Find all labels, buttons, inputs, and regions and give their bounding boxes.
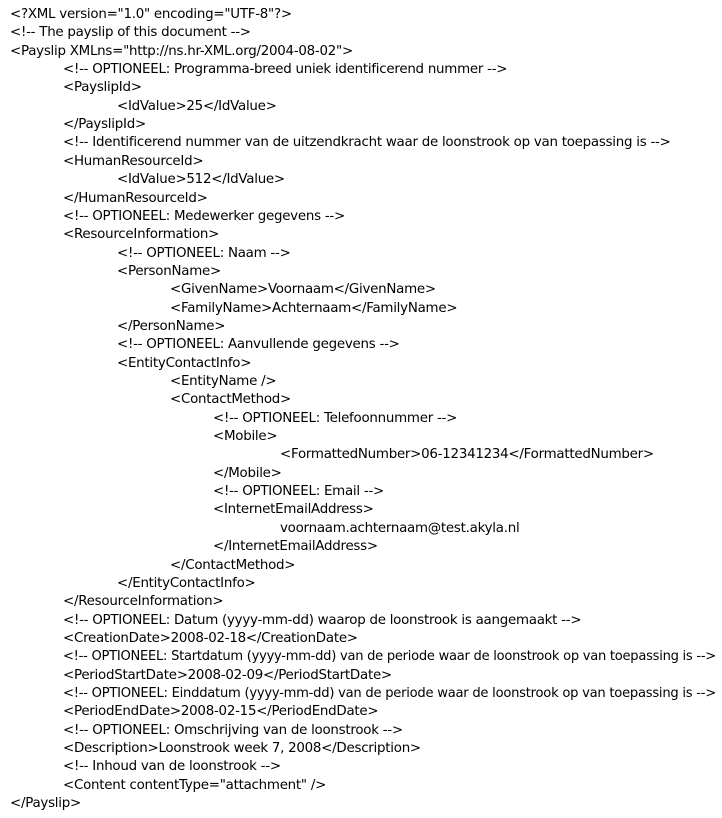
xml-line [10, 43, 353, 61]
xml-line-text: <Payslip XMLns="http://ns.hr-XML.org/2004-08-02"> [10, 43, 353, 59]
xml-line [10, 795, 81, 813]
xml-line [117, 355, 251, 373]
xml-line-text: </ResourceInformation> [63, 594, 224, 610]
xml-line-text: <InternetEmailAddress> [213, 502, 374, 518]
xml-line [213, 410, 457, 428]
xml-line [63, 722, 403, 740]
xml-line-text: <!-- The payslip of this document --> [10, 25, 251, 41]
xml-line [170, 557, 295, 575]
xml-line-text: <Content contentType="attachment" /> [63, 777, 327, 793]
xml-line [63, 153, 203, 171]
xml-line [63, 208, 345, 226]
xml-line [63, 79, 142, 97]
xml-line [63, 593, 223, 611]
xml-line-text: <PeriodStartDate>2008-02-09</PeriodStartDate> [63, 667, 392, 683]
xml-line-text: <IdValue>25</IdValue> [117, 98, 277, 114]
xml-line-text: <PersonName> [117, 263, 221, 279]
xml-line [170, 373, 276, 391]
xml-line [63, 703, 378, 721]
xml-line [117, 263, 221, 281]
xml-line [117, 336, 400, 354]
xml-line [63, 648, 722, 666]
xml-line-text: <CreationDate>2008-02-18</CreationDate> [63, 630, 358, 646]
xml-line-text: <PeriodEndDate>2008-02-15</PeriodEndDate> [63, 704, 379, 720]
xml-line [213, 428, 277, 446]
xml-line-text: <!-- OPTIONEEL: Einddatum (yyyy-mm-dd) van de periode waar de loonstrook op van toepassing is --> [63, 685, 716, 701]
xml-line-text: <!-- OPTIONEEL: Datum (yyyy-mm-dd) waarop de loonstrook is aangemaakt --> [63, 612, 582, 628]
xml-line [170, 281, 436, 299]
xml-line [117, 171, 285, 189]
xml-line-text: </Payslip> [10, 796, 81, 812]
xml-line-text: </HumanResourceId> [63, 190, 208, 206]
xml-line [170, 391, 291, 409]
xml-line-text: </InternetEmailAddress> [213, 539, 378, 555]
xml-line-text: <EntityName /> [170, 374, 277, 389]
xml-line-text: <FamilyName>Achternaam</FamilyName> [170, 300, 458, 316]
xml-line-text: </PersonName> [117, 318, 226, 334]
xml-line [63, 612, 581, 630]
xml-line [213, 501, 374, 519]
xml-line [63, 740, 421, 758]
xml-line [63, 226, 219, 244]
xml-line-text: </ContactMethod> [170, 557, 296, 573]
xml-line [63, 667, 392, 685]
xml-line [63, 630, 358, 648]
xml-line [63, 134, 671, 152]
xml-line-text: <?XML version="1.0" encoding="UTF-8"?> [10, 7, 292, 22]
xml-line-text: <!-- OPTIONEEL: Programma-breed uniek identificerend nummer --> [63, 62, 508, 78]
xml-line-text: <Mobile> [213, 429, 278, 445]
xml-line-text: </EntityContactInfo> [117, 575, 256, 591]
xml-line-text: <GivenName>Voornaam</GivenName> [170, 282, 436, 298]
xml-line-text: <!-- Inhoud van de loonstrook --> [63, 759, 281, 775]
xml-line [117, 245, 291, 263]
xml-line-text: <!-- OPTIONEEL: Naam --> [117, 245, 291, 261]
xml-line-text: <IdValue>512</IdValue> [117, 172, 285, 188]
xml-line [63, 777, 326, 795]
xml-line-text: <Description>Loonstrook week 7, 2008</Description> [63, 741, 421, 756]
xml-line-text: </PayslipId> [63, 117, 146, 133]
xml-line [10, 6, 292, 24]
xml-line [10, 24, 251, 42]
xml-line-text: <ContactMethod> [170, 392, 292, 408]
xml-line [63, 61, 507, 79]
xml-line-text: <!-- OPTIONEEL: Omschrijving van de loonstrook --> [63, 722, 403, 738]
xml-line [280, 446, 654, 464]
xml-line [63, 116, 146, 134]
xml-line-text: <!-- OPTIONEEL: Email --> [213, 484, 384, 500]
xml-line-text: <!-- OPTIONEEL: Startdatum (yyyy-mm-dd) van de periode waar de loonstrook op van toepassing is --> [63, 649, 716, 665]
xml-line [117, 575, 256, 593]
xml-line-text: <ResourceInformation> [63, 227, 220, 243]
xml-line-text: <HumanResourceId> [63, 153, 204, 169]
xml-line-text: <!-- Identificerend nummer van de uitzendkracht waar de loonstrook op van toepassing is --> [63, 135, 671, 151]
xml-line-text: <!-- OPTIONEEL: Aanvullende gegevens --> [117, 337, 400, 353]
xml-line-text: <!-- OPTIONEEL: Medewerker gegevens --> [63, 208, 345, 224]
xml-line [280, 520, 519, 538]
xml-line [213, 465, 282, 483]
xml-line [213, 538, 378, 556]
xml-line [63, 758, 281, 776]
xml-line-text: <EntityContactInfo> [117, 355, 252, 371]
xml-line [213, 483, 384, 501]
xml-line [117, 98, 277, 116]
xml-line-text: <!-- OPTIONEEL: Telefoonnummer --> [213, 410, 458, 426]
xml-line [63, 190, 208, 208]
xml-line-text: voornaam.achternaam@test.akyla.nl [280, 520, 520, 536]
xml-line-text: <FormattedNumber>06-12341234</FormattedNumber> [280, 447, 654, 463]
xml-line [117, 318, 225, 336]
xml-line-text: </Mobile> [213, 465, 282, 481]
xml-line [63, 685, 722, 703]
xml-line-text: <PayslipId> [63, 80, 142, 96]
xml-line [170, 300, 457, 318]
